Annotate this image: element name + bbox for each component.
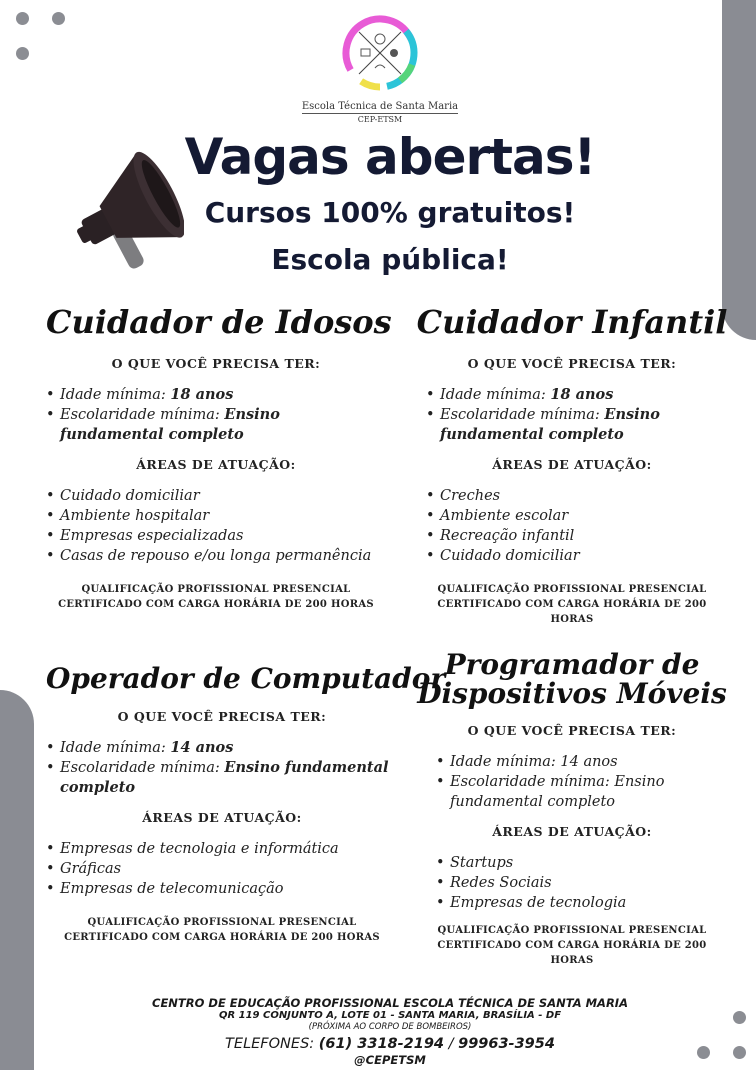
list-item: • Idade mínima: 14 anos	[46, 738, 398, 758]
list-item: • Escolaridade mínima: Ensino fundamental completo	[426, 405, 728, 445]
qualification-note: QUALIFICAÇÃO PROFISSIONAL PRESENCIAL CERTIFICADO COM CARGA HORÁRIA DE 200 HORAS	[437, 924, 707, 966]
course-card-operador-computador	[46, 662, 446, 945]
course-title: Operador de Computador	[46, 662, 446, 695]
areas-list	[426, 486, 728, 566]
social-handle[interactable]: @CEPETSM	[354, 1053, 426, 1067]
headline: Vagas abertas!	[184, 128, 596, 186]
list-item: • Gráficas	[46, 859, 398, 879]
qualification-note: QUALIFICAÇÃO PROFISSIONAL PRESENCIAL CERTIFICADO COM CARGA HORÁRIA DE 200 HORAS	[437, 583, 707, 625]
list-item: • Empresas de tecnologia e informática	[46, 839, 398, 859]
areas-list	[46, 486, 386, 566]
list-item: • Ambiente escolar	[426, 506, 728, 526]
list-item: • Casas de repouso e/ou longa permanência	[46, 546, 386, 566]
areas-heading: ÁREAS DE ATUAÇÃO:	[492, 823, 652, 839]
list-item: • Escolaridade mínima: Ensino fundamental completo	[436, 772, 728, 812]
requirements-list	[426, 385, 728, 445]
areas-heading: ÁREAS DE ATUAÇÃO:	[136, 456, 296, 472]
list-item: • Escolaridade mínima: Ensino fundamental completo	[46, 405, 386, 445]
list-item: • Empresas especializadas	[46, 526, 386, 546]
course-card-cuidador-infantil	[416, 303, 728, 627]
decorative-dot	[16, 47, 29, 60]
phone-link[interactable]: 99963-3954	[458, 1036, 555, 1052]
school-logo-emblem	[339, 12, 421, 94]
list-item: • Redes Sociais	[436, 873, 728, 893]
qualification-note: QUALIFICAÇÃO PROFISSIONAL PRESENCIAL CERTIFICADO COM CARGA HORÁRIA DE 200 HORAS	[64, 917, 380, 944]
logo-name: Escola Técnica de Santa Maria	[301, 101, 459, 112]
requirements-heading: O QUE VOCÊ PRECISA TER:	[467, 355, 677, 371]
logo-subtitle: CEP-ETSM	[357, 115, 403, 124]
decorative-dot	[52, 12, 65, 25]
phone-numbers: TELEFONES: (61) 3318-2194 / 99963-3954	[225, 1036, 555, 1052]
subheadline-free-courses: Cursos 100% gratuitos!	[204, 196, 576, 229]
decorative-bar-right	[722, 0, 756, 340]
qualification-note: QUALIFICAÇÃO PROFISSIONAL PRESENCIAL CERTIFICADO COM CARGA HORÁRIA DE 200 HORAS	[58, 583, 374, 610]
list-item: • Empresas de telecomunicação	[46, 879, 398, 899]
course-card-programador-dispositivos-moveis	[416, 650, 728, 968]
decorative-dot	[697, 1046, 710, 1059]
list-item: • Recreação infantil	[426, 526, 728, 546]
school-logo	[300, 12, 460, 124]
decorative-dot	[733, 1011, 746, 1024]
course-title: Cuidador Infantil	[416, 303, 728, 341]
list-item: • Cuidado domiciliar	[426, 546, 728, 566]
requirements-heading: O QUE VOCÊ PRECISA TER:	[111, 355, 321, 371]
course-card-cuidador-idosos	[46, 303, 392, 612]
address: QR 119 CONJUNTO A, LOTE 01 - SANTA MARIA, BRASÍLIA - DF	[218, 1010, 562, 1021]
requirements-list	[46, 385, 386, 445]
decorative-dot	[733, 1046, 746, 1059]
institution-name: CENTRO DE EDUCAÇÃO PROFISSIONAL ESCOLA TÉCNICA DE SANTA MARIA	[152, 996, 628, 1010]
requirements-list	[436, 752, 728, 812]
areas-heading: ÁREAS DE ATUAÇÃO:	[142, 810, 302, 826]
decorative-dot	[16, 12, 29, 25]
requirements-heading: O QUE VOCÊ PRECISA TER:	[467, 722, 677, 738]
list-item: • Escolaridade mínima: Ensino fundamental completo	[46, 758, 398, 798]
list-item: • Empresas de tecnologia	[436, 893, 728, 913]
areas-list	[46, 839, 398, 899]
address-reference: (PRÓXIMA AO CORPO DE BOMBEIROS)	[308, 1022, 472, 1032]
list-item: • Idade mínima: 14 anos	[436, 752, 728, 772]
list-item: • Ambiente hospitalar	[46, 506, 386, 526]
list-item: • Creches	[426, 486, 728, 506]
footer-contact	[130, 996, 650, 1067]
requirements-heading: O QUE VOCÊ PRECISA TER:	[117, 709, 327, 725]
requirements-list	[46, 738, 398, 798]
course-title: Programador de Dispositivos Móveis	[417, 648, 727, 711]
course-title: Cuidador de Idosos	[46, 303, 392, 341]
areas-heading: ÁREAS DE ATUAÇÃO:	[492, 456, 652, 472]
subheadline-public-school: Escola pública!	[271, 243, 509, 276]
list-item: • Idade mínima: 18 anos	[426, 385, 728, 405]
areas-list	[436, 853, 728, 913]
list-item: • Idade mínima: 18 anos	[46, 385, 386, 405]
decorative-bar-left	[0, 690, 34, 1070]
list-item: • Startups	[436, 853, 728, 873]
phone-link[interactable]: (61) 3318-2194	[318, 1036, 444, 1052]
list-item: • Cuidado domiciliar	[46, 486, 386, 506]
